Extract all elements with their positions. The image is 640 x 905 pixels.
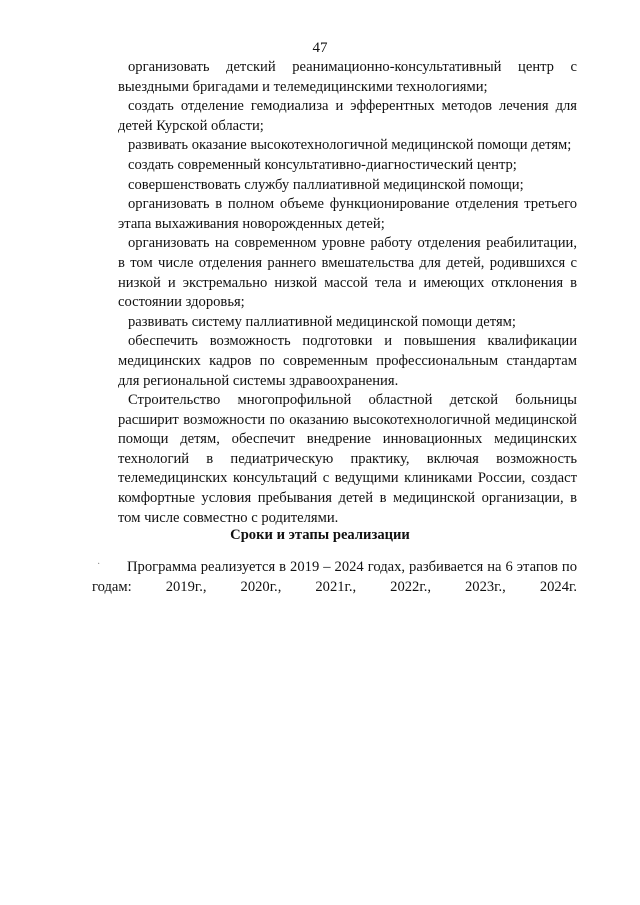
paragraph-construction: Строительство многопрофильной областной детской больницы расширит возможности по оказанию высокотехнологичной медицинской помощи детям, обеспечит внедрение инновационных медицинских технологий в педиатрическую практику, включая возможность телемедицинских консультаций с ведущими клиниками России, создаст комфортные условия пребывания детей в медицинской организации, в том числе совместно с родителями. (118, 392, 577, 526)
paragraph-list-item: развивать оказание высокотехнологичной медицинской помощи детям; (128, 137, 572, 154)
paragraph-list-item: развивать систему паллиативной медицинской помощи детям; (128, 313, 516, 330)
document-body (118, 58, 577, 528)
paragraph-list-item: создать отделение гемодиализа и эфферентных методов лечения для детей Курской области; (118, 98, 577, 134)
scan-mark: · (97, 559, 101, 570)
page-number: 47 (312, 40, 328, 56)
paragraph-list-item: организовать в полном объеме функционирование отделения третьего этапа выхаживания новорожденных детей; (118, 196, 577, 232)
program-section (92, 558, 577, 597)
paragraph-list-item: совершенствовать службу паллиативной медицинской помощи; (128, 176, 524, 193)
paragraph-list-item: организовать детский реанимационно-консультативный центр с выездными бригадами и телемедицинскими технологиями; (118, 59, 577, 95)
section-title: Сроки и этапы реализации (230, 527, 410, 543)
paragraph-list-item: создать современный консультативно-диагностический центр; (128, 156, 517, 173)
paragraph-list-item: организовать на современном уровне работу отделения реабилитации, в том числе отделения раннего вмешательства для детей, родившихся с низкой и экстремально низкой массой тела и имеющих отклонения в состоянии здоровья; (118, 235, 577, 311)
program-paragraph: Программа реализуется в 2019 – 2024 годах, разбивается на 6 этапов по годам: 2019г., 2020г., 2021г., 2022г., 2023г., 2024г. (92, 559, 577, 595)
paragraph-list-item: обеспечить возможность подготовки и повышения квалификации медицинских кадров по современным профессиональным стандартам для региональной системы здравоохранения. (118, 333, 577, 389)
